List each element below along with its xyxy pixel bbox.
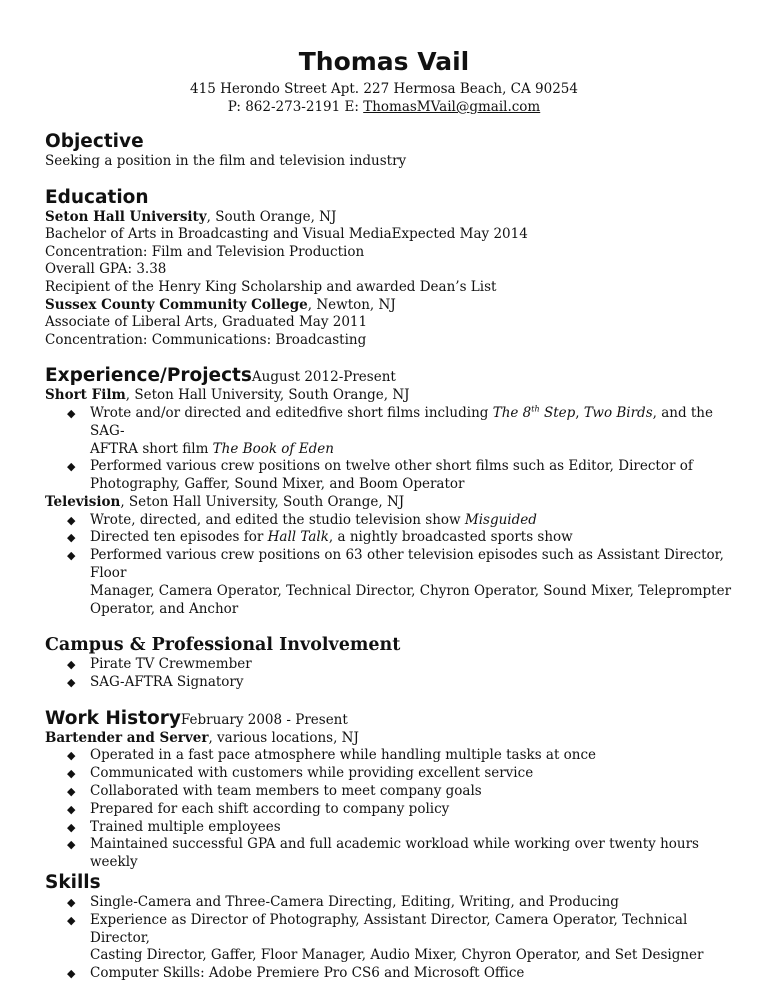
list-item: ◆ Pirate TV Crewmember <box>67 656 252 673</box>
school-1-location: , South Orange, NJ <box>206 208 337 225</box>
bullet-icon: ◆ <box>67 749 76 763</box>
education-line: Recipient of the Henry King Scholarship and awarded Dean’s List <box>45 278 497 295</box>
education-line: Overall GPA: 3.38 <box>45 261 167 278</box>
bullet-icon: ◆ <box>67 676 76 690</box>
work-heading: Work History <box>45 707 181 729</box>
school-2 <box>45 297 745 315</box>
bullet-icon: ◆ <box>67 838 76 852</box>
education-line: Bachelor of Arts in Broadcasting and Visual MediaExpected May 2014 <box>45 226 528 243</box>
bullet-icon: ◆ <box>67 460 76 474</box>
skills-list <box>45 894 745 983</box>
school-2-location: , Newton, NJ <box>307 296 396 313</box>
work-role <box>45 730 745 748</box>
contact-line <box>0 98 768 116</box>
address: 415 Herondo Street Apt. 227 Hermosa Beach, CA 90254 <box>190 81 578 97</box>
bullet-icon: ◆ <box>67 967 76 981</box>
bullet-icon: ◆ <box>67 549 76 563</box>
experience-heading: Experience/Projects <box>45 365 252 387</box>
television-role <box>45 494 745 512</box>
education-line: Concentration: Film and Television Production <box>45 243 365 260</box>
work-date: February 2008 - Present <box>180 711 348 728</box>
list-item: ◆ Experience as Director of Photography, Assistant Director, Camera Operator, Technical Director, Casting Director, Gaffer, Floor Manager, Audio Mixer, Chyron Operator, and Set Designer <box>67 911 704 964</box>
school-1-name: Seton Hall University <box>45 208 207 225</box>
bullet-icon: ◆ <box>67 785 76 799</box>
list-item: ◆ Directed ten episodes for Hall Talk, a nightly broadcasted sports show <box>67 529 573 546</box>
education-line: Concentration: Communications: Broadcasting <box>45 331 367 348</box>
campus-list <box>45 656 745 692</box>
bullet-icon: ◆ <box>67 896 76 910</box>
short-film-location: , Seton Hall University, South Orange, NJ <box>125 387 410 404</box>
objective-text: Seeking a position in the film and television industry <box>45 153 407 169</box>
email-link[interactable]: ThomasMVail@gmail.com <box>363 99 541 115</box>
list-item: ◆ Wrote and/or directed and editedfive short films including The 8th Step, Two Birds, and the SAG- AFTRA short film The Book of Eden <box>67 404 713 457</box>
skills-heading: Skills <box>45 872 101 894</box>
bullet-icon: ◆ <box>67 802 76 816</box>
television-title: Television <box>45 493 121 510</box>
school-2-name: Sussex County Community College <box>45 296 308 313</box>
list-item: ◆ Maintained successful GPA and full academic workload while working over twenty hours weekly <box>67 836 699 871</box>
experience-date: August 2012-Present <box>251 369 396 386</box>
work-role-title: Bartender and Server <box>45 729 209 746</box>
experience-heading-row <box>45 365 745 387</box>
list-item: ◆ Prepared for each shift according to company policy <box>67 800 450 817</box>
list-item: ◆ Collaborated with team members to meet company goals <box>67 783 482 800</box>
bullet-icon: ◆ <box>67 658 76 672</box>
bullet-icon: ◆ <box>67 913 76 927</box>
bullet-icon: ◆ <box>67 767 76 781</box>
short-film-title: Short Film <box>45 387 126 404</box>
list-item: ◆ Single-Camera and Three-Camera Directing, Editing, Writing, and Producing <box>67 894 619 911</box>
list-item: ◆ Performed various crew positions on 63 other television episodes such as Assistant Director, Floor Manager, Camera Operator, Technical Director, Chyron Operator, Sound Mixer, Teleprompter Operator, and Anchor <box>67 547 732 617</box>
bullet-icon: ◆ <box>67 820 76 834</box>
candidate-name: Thomas Vail <box>298 47 470 76</box>
education-line: Associate of Liberal Arts, Graduated May 2011 <box>45 314 368 331</box>
campus-heading: Campus & Professional Involvement <box>45 635 401 656</box>
list-item: ◆ Computer Skills: Adobe Premiere Pro CS6 and Microsoft Office <box>67 965 525 982</box>
bullet-icon: ◆ <box>67 406 76 420</box>
work-heading-row <box>45 708 745 730</box>
list-item: ◆ Trained multiple employees <box>67 818 281 835</box>
bullet-icon: ◆ <box>67 513 76 527</box>
education-heading: Education <box>45 186 149 208</box>
work-location: , various locations, NJ <box>208 729 359 746</box>
short-film-list <box>45 405 745 494</box>
list-item: ◆ Operated in a fast pace atmosphere while handling multiple tasks at once <box>67 747 597 764</box>
resume-body <box>45 131 745 983</box>
list-item: ◆ Wrote, directed, and edited the studio television show Misguided <box>67 511 537 528</box>
television-location: , Seton Hall University, South Orange, NJ <box>120 493 405 510</box>
phone: P: 862-273-2191 E: <box>227 99 364 115</box>
list-item: ◆ Communicated with customers while providing excellent service <box>67 765 534 782</box>
list-item: ◆ Performed various crew positions on twelve other short films such as Editor, Director of Photography, Gaffer, Sound Mixer, and Boom Operator <box>67 458 693 493</box>
bullet-icon: ◆ <box>67 531 76 545</box>
objective-heading: Objective <box>45 131 144 152</box>
resume-header <box>0 46 768 116</box>
short-film-role <box>45 387 745 405</box>
work-list <box>45 747 745 872</box>
list-item: ◆ SAG-AFTRA Signatory <box>67 674 244 691</box>
television-list <box>45 512 745 619</box>
school-1 <box>45 209 745 227</box>
